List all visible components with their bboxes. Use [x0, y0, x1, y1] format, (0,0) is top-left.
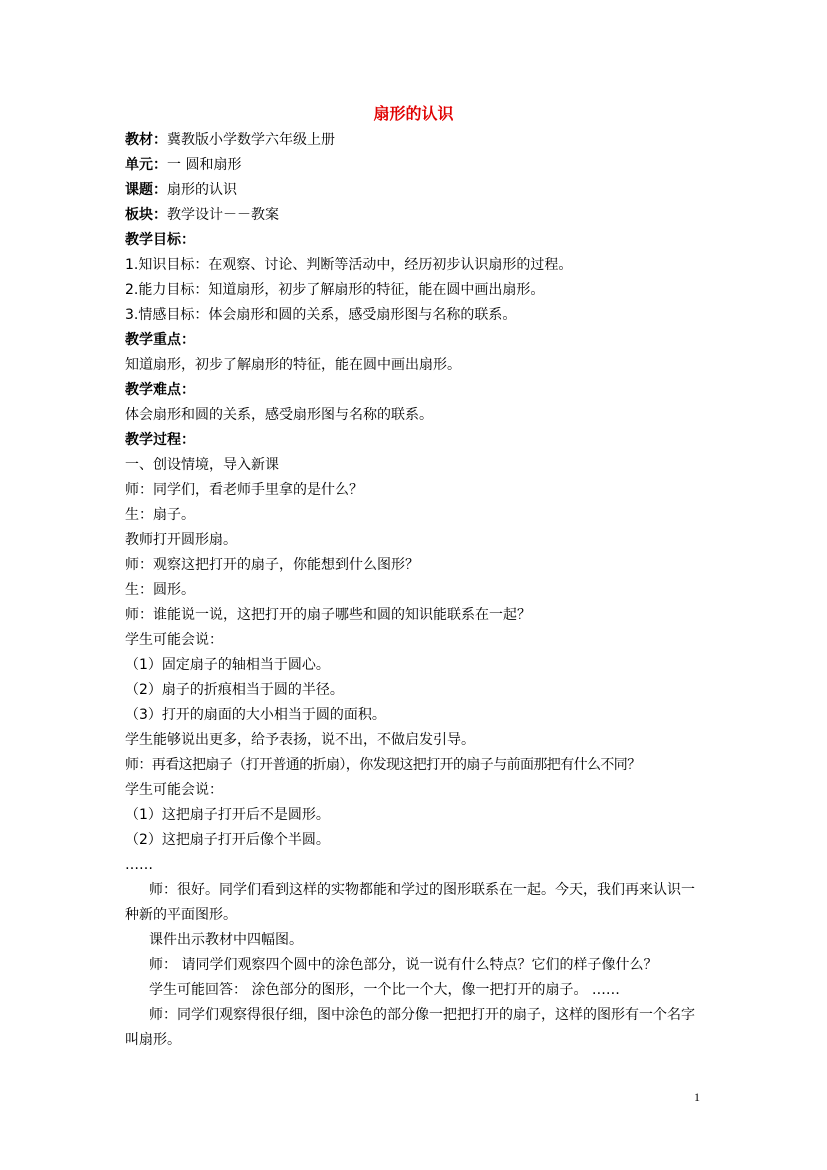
- process-line: 师：观察这把打开的扇子，你能想到什么图形？: [125, 557, 419, 573]
- process-line: 师：再看这把扇子（打开普通的折扇），你发现这把打开的扇子与前面那把有什么不同？: [125, 757, 641, 773]
- process-line: （2）这把扇子打开后像个半圆。: [125, 832, 330, 848]
- lesson-label: 课题：: [125, 182, 167, 198]
- key-point-heading: 教学重点：: [125, 332, 195, 348]
- process-paragraph: 课件出示教材中四幅图。: [149, 932, 303, 948]
- page-number: 1: [694, 1090, 700, 1104]
- textbook-line: [125, 130, 715, 150]
- process-line: ……: [125, 857, 153, 873]
- document-title: 扇形的认识: [373, 104, 454, 123]
- unit-line: [125, 155, 715, 175]
- process-paragraph: 师：很好。同学们看到这样的实物都能和学过的图形联系在一起。今天，我们再来认识一种新的平面图形。: [125, 882, 695, 923]
- process-line: 学生可能会说：: [125, 782, 223, 798]
- block-label: 板块：: [125, 207, 167, 223]
- goal-item: 2.能力目标：知道扇形，初步了解扇形的特征，能在圆中画出扇形。: [125, 282, 545, 298]
- process-line: 学生能够说出更多，给予表扬，说不出，不做启发引导。: [125, 732, 475, 748]
- process-paragraph: 学生可能回答： 涂色部分的图形，一个比一个大，像一把打开的扇子。 ……: [149, 982, 620, 998]
- process-paragraph: 师：同学们观察得很仔细，图中涂色的部分像一把把打开的扇子，这样的图形有一个名字叫扇形。: [125, 1007, 695, 1048]
- process-line: 生：圆形。: [125, 582, 195, 598]
- process-line: 一、创设情境，导入新课: [125, 457, 279, 473]
- process-line: 师：同学们，看老师手里拿的是什么？: [125, 482, 363, 498]
- goals-heading: 教学目标：: [125, 232, 195, 248]
- lesson-line: [125, 180, 715, 200]
- process-line: （2）扇子的折痕相当于圆的半径。: [125, 682, 344, 698]
- difficulty-text: 体会扇形和圆的关系，感受扇形图与名称的联系。: [125, 407, 433, 423]
- difficulty-heading: 教学难点：: [125, 382, 195, 398]
- textbook-label: 教材：: [125, 132, 167, 148]
- process-paragraph: 师： 请同学们观察四个圆中的涂色部分，说一说有什么特点？它们的样子像什么？: [149, 957, 658, 973]
- process-line: 师：谁能说一说，这把打开的扇子哪些和圆的知识能联系在一起？: [125, 607, 531, 623]
- unit-value: 一 圆和扇形: [167, 157, 242, 173]
- process-line: 教师打开圆形扇。: [125, 532, 237, 548]
- lesson-value: 扇形的认识: [167, 182, 237, 198]
- key-point-text: 知道扇形，初步了解扇形的特征，能在圆中画出扇形。: [125, 357, 461, 373]
- process-line: （1）这把扇子打开后不是圆形。: [125, 807, 330, 823]
- goal-item: 1.知识目标：在观察、讨论、判断等活动中，经历初步认识扇形的过程。: [125, 257, 573, 273]
- process-line: （3）打开的扇面的大小相当于圆的面积。: [125, 707, 386, 723]
- block-line: [125, 205, 715, 225]
- process-line: 生：扇子。: [125, 507, 195, 523]
- goal-item: 3.情感目标：体会扇形和圆的关系，感受扇形图与名称的联系。: [125, 307, 517, 323]
- block-value: 教学设计－－教案: [167, 207, 279, 223]
- process-line: 学生可能会说：: [125, 632, 223, 648]
- process-heading: 教学过程：: [125, 432, 195, 448]
- unit-label: 单元：: [125, 157, 167, 173]
- process-line: （1）固定扇子的轴相当于圆心。: [125, 657, 330, 673]
- textbook-value: 冀教版小学数学六年级上册: [167, 132, 335, 148]
